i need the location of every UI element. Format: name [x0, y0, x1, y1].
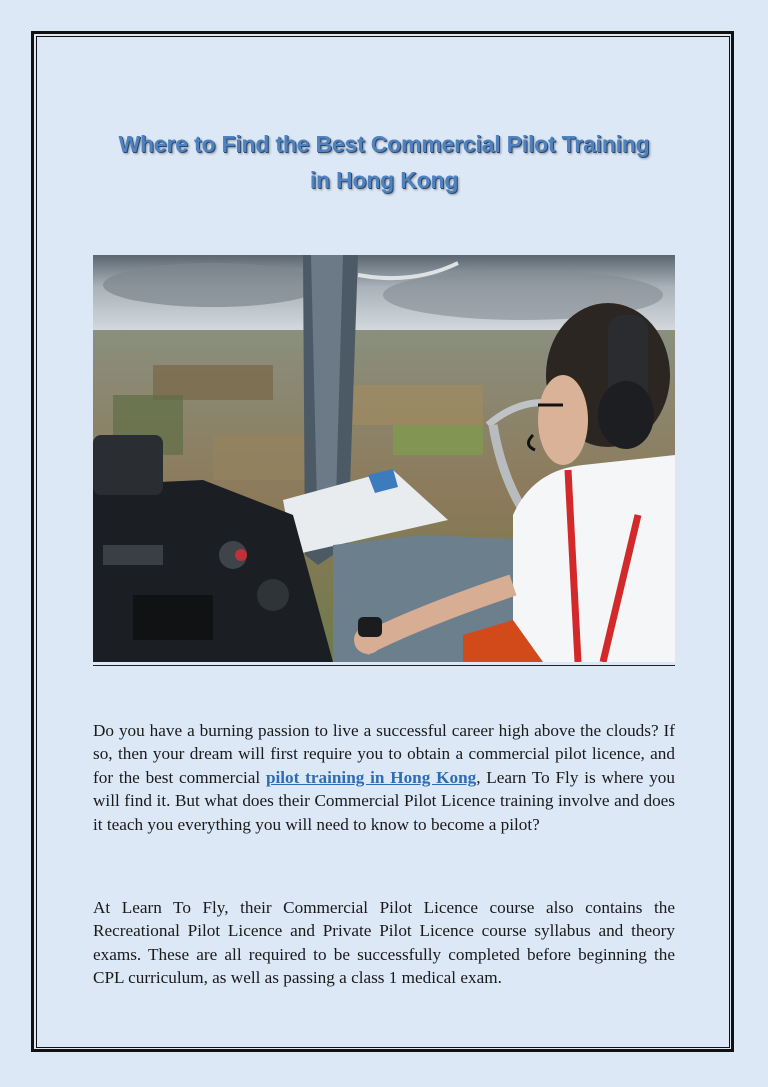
- image-caption-rule: [93, 665, 675, 666]
- paragraph-1-text-before: Do you have a burning passion to live a successful career high above the clouds? If so, then your dream will first require you to obtain a commercial pilot licence, and for the best commercial: [93, 721, 675, 787]
- paragraph-2: At Learn To Fly, their Commercial Pilot Licence course also contains the Recreational Pilot Licence and Private Pilot Licence course syllabus and theory exams. These are all required to be successfully completed before beginning the CPL curriculum, as well as passing a class 1 medical exam.: [93, 898, 675, 988]
- title-line-1: Where to Find the Best Commercial Pilot Training: [118, 131, 650, 157]
- cockpit-photo-illustration: [93, 255, 675, 662]
- cockpit-photo: [93, 255, 675, 662]
- document-title: [60, 126, 708, 198]
- title-line-2: in Hong Kong: [309, 167, 459, 193]
- pilot-training-link[interactable]: pilot training in Hong Kong: [265, 767, 477, 787]
- paragraph-1: [93, 719, 675, 836]
- paragraph-1-text-after: , Learn To Fly is where you will find it. But what does their Commercial Pilot Licence training involve and does it teach you everything you will need to know to become a pilot?: [93, 767, 675, 834]
